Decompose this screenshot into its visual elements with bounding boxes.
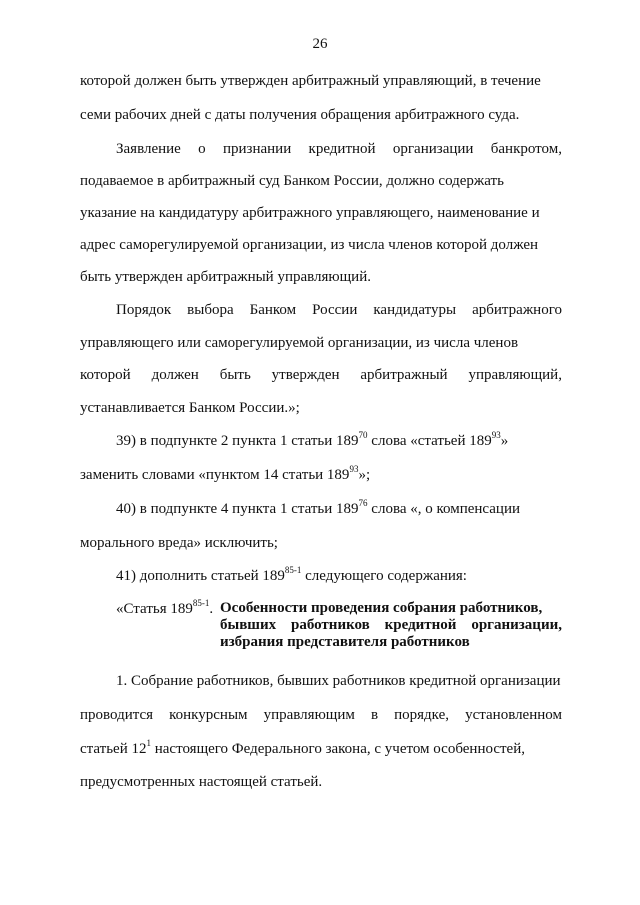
- word: арбитражного: [472, 302, 562, 318]
- word: управляющий,: [468, 367, 562, 383]
- word: Банком: [249, 302, 297, 318]
- word: России: [312, 302, 358, 318]
- text-line: указание на кандидатуру арбитражного управляющего, наименование и: [80, 205, 540, 221]
- amendment-item-40: 40) в подпункте 4 пункта 1 статьи $189^{76}$ слова «, о компенсации: [116, 498, 521, 517]
- amendment-item-41: 41) дополнить статьей 189$^{85-1}$ следующего содержания:: [116, 565, 467, 584]
- word: которой: [80, 367, 131, 383]
- text-line: устанавливается Банком России.»;: [80, 400, 300, 416]
- word: организации,: [471, 617, 562, 633]
- text-line: [80, 706, 562, 724]
- word: выбора: [187, 302, 234, 318]
- page-number: 26: [312, 36, 328, 52]
- word: работников: [290, 617, 370, 633]
- text-line: 1. Собрание работников, бывших работников кредитной организации: [116, 673, 561, 689]
- word: арбитражный: [360, 367, 448, 383]
- word: проводится: [80, 707, 154, 723]
- article-number: «Статья 189$^{85-1}$.: [116, 598, 214, 617]
- word: признании: [222, 141, 292, 157]
- text-line: [80, 366, 562, 384]
- text-line: адрес саморегулируемой организации, из числа членов которой должен: [80, 237, 539, 253]
- text-line: подаваемое в арбитражный суд Банком России, должно содержать: [80, 173, 504, 189]
- word: должен: [151, 367, 199, 383]
- word: кредитной: [308, 141, 376, 157]
- word: бывших: [220, 617, 277, 633]
- word: утвержден: [271, 367, 340, 383]
- word: быть: [219, 367, 251, 383]
- amendment-item-39: 39) в подпункте 2 пункта 1 статьи $189^{70}$ слова «статьей $189^{93}$»: [116, 430, 509, 449]
- text-line: которой должен быть утвержден арбитражный управляющий, в течение: [80, 73, 541, 89]
- word: установленном: [465, 707, 562, 723]
- article-title: Особенности проведения собрания работников, бывших работников кредитной организации, избрания представителя работников: [220, 600, 562, 650]
- word: организации: [392, 141, 474, 157]
- text-line: статьей $12^1$ настоящего Федерального закона, с учетом особенностей,: [80, 738, 525, 757]
- text-line: морального вреда» исключить;: [80, 535, 278, 551]
- word: в: [370, 707, 379, 723]
- text-line: [116, 140, 562, 158]
- word: банкротом,: [490, 141, 562, 157]
- text-line: заменить словами «пунктом 14 статьи $189^{93}$»;: [80, 464, 371, 483]
- text-line: семи рабочих дней с даты получения обращения арбитражного суда.: [80, 107, 520, 123]
- word: управляющим: [263, 707, 355, 723]
- word: о: [198, 141, 206, 157]
- word: Порядок: [116, 302, 172, 318]
- text-line: предусмотренных настоящей статьей.: [80, 774, 323, 790]
- word: кредитной: [384, 617, 457, 633]
- word: порядке,: [394, 707, 450, 723]
- word: Заявление: [116, 141, 181, 157]
- text-line: управляющего или саморегулируемой организации, из числа членов: [80, 335, 519, 351]
- text-line: быть утвержден арбитражный управляющий.: [80, 269, 371, 285]
- word: конкурсным: [169, 707, 248, 723]
- text-line: [116, 301, 562, 319]
- word: кандидатуры: [373, 302, 457, 318]
